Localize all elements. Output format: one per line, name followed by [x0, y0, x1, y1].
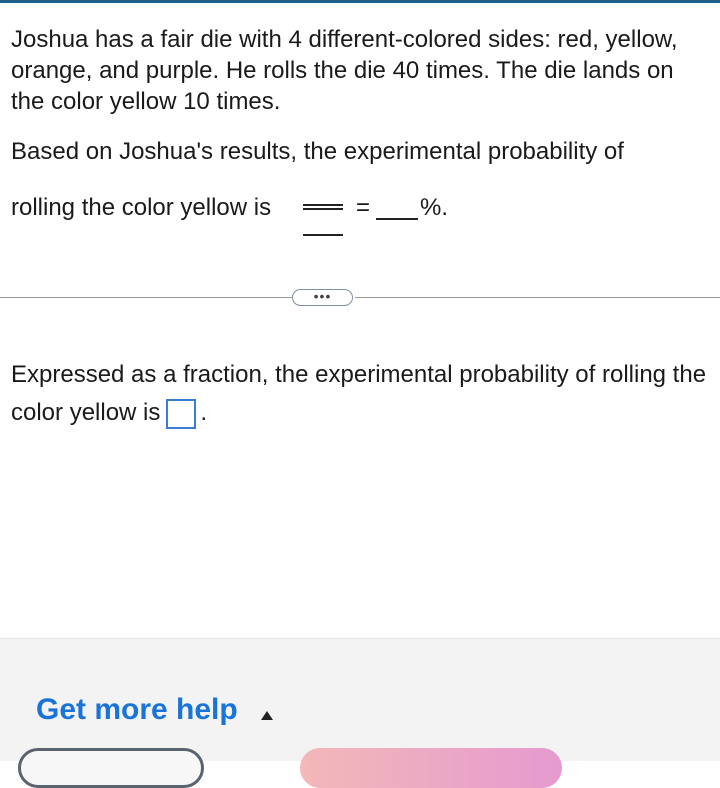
divider-left [0, 297, 292, 298]
fraction-numerator-blank [303, 196, 343, 206]
question2-period: . [200, 399, 208, 426]
question1-lead: Based on Joshua's results, the experimental probability of [11, 138, 624, 165]
expand-more-button[interactable]: ••• [292, 289, 353, 306]
primary-action-button[interactable] [300, 748, 562, 788]
get-more-help-button[interactable]: Get more help [36, 693, 238, 726]
fraction-template [303, 196, 343, 246]
question2-text: Expressed as a fraction, the experimental probability of rolling the color yellow is [11, 361, 707, 426]
secondary-action-button[interactable] [18, 748, 204, 788]
fraction-denominator-blank [303, 234, 343, 236]
caret-up-icon[interactable] [261, 711, 273, 720]
question2 [11, 356, 711, 432]
divider-right [355, 297, 720, 298]
percent-blank [376, 218, 418, 220]
equals-sign: = [356, 194, 371, 221]
fraction-bar [303, 208, 343, 210]
percent-sign: %. [420, 194, 449, 221]
fraction-answer-input[interactable] [166, 399, 196, 429]
problem-statement [11, 24, 701, 117]
question1-prompt: rolling the color yellow is [11, 194, 272, 221]
top-accent-bar [0, 0, 720, 3]
problem-text: Joshua has a fair die with 4 different-colored sides: red, yellow, orange, and purple. He rolls the die 40 times. The die lands on the color yellow 10 times. [11, 26, 678, 115]
